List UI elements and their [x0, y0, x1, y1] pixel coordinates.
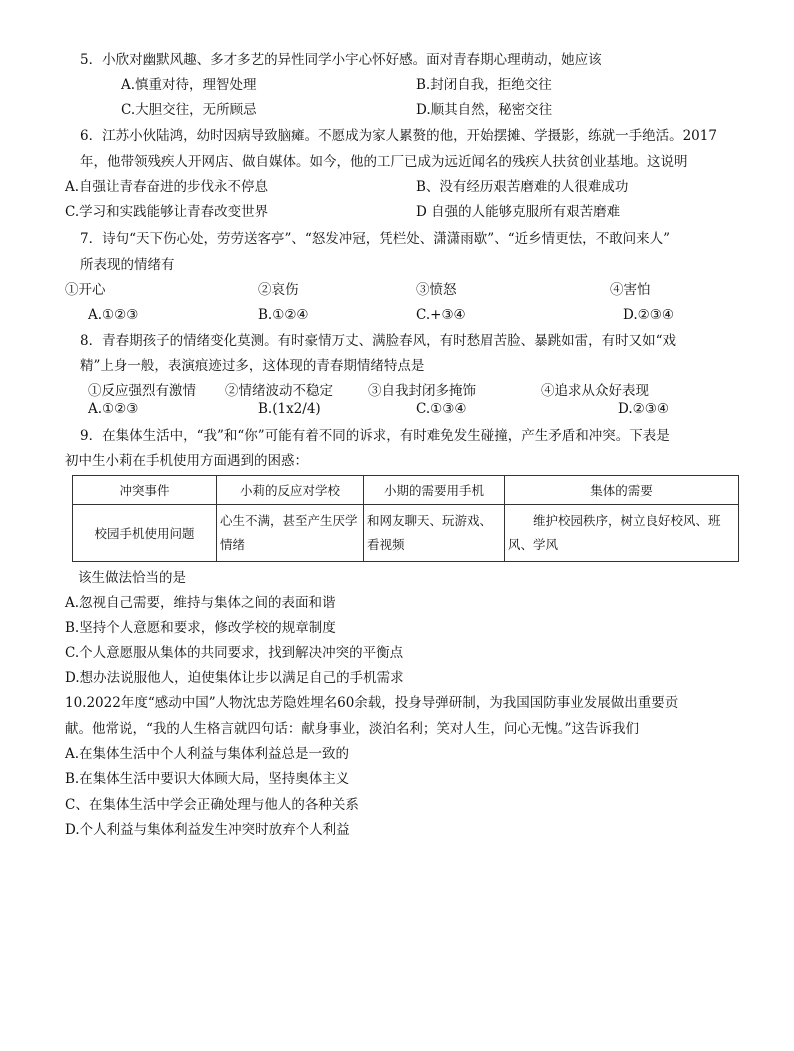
q9-stem-line2: 初中生小莉在手机使用方面遇到的困惑：: [65, 453, 308, 469]
q9-question: 该生做法恰当的是: [78, 570, 186, 586]
q9-option-a: A.忽视自己需要，维持与集体之间的表面和谐: [65, 595, 336, 611]
q8-item-4: ④追求从众好表现: [541, 383, 649, 399]
q5-option-b: B.封闭自我，拒绝交往: [416, 77, 552, 93]
q7-item-1: ①开心: [65, 282, 106, 298]
table-header-cell: 小期的需要用手机: [364, 476, 505, 505]
table-cell: [217, 505, 364, 562]
q7-item-4: ④害怕: [610, 282, 651, 298]
table-header-cell: 集体的需要: [505, 476, 739, 505]
q8-option-d: D.②③④: [618, 401, 669, 417]
q5-option-c: C.大胆交往，无所顾忌: [121, 102, 257, 118]
q8-option-a: A.①②③: [88, 401, 139, 417]
table-row: [73, 505, 739, 562]
q8-item-1: ①反应强烈有激情: [88, 383, 196, 399]
q5-option-a: A.慎重对待，理智处理: [121, 77, 257, 93]
table-header-cell: 小莉的反应对学校: [217, 476, 364, 505]
table-cell-text: 维护校园秩序，树立良好校风、班风、学风: [508, 513, 721, 552]
q5-stem: 5．小欣对幽默风趣、多才多艺的异性同学小宇心怀好感。面对青春期心理萌动，她应该: [80, 52, 602, 68]
q6-option-b: B、没有经历艰苦磨难的人很难成功: [416, 179, 629, 195]
q7-option-c: C.+③④: [416, 307, 466, 323]
q8-stem-line1: 8．青春期孩子的情绪变化莫测。有时豪情万丈、满脸春风，有时愁眉苦脸、暴跳如雷，有时又如“戏: [80, 333, 676, 349]
q10-option-d: D.个人利益与集体利益发生冲突时放弃个人利益: [65, 822, 350, 838]
q8-option-c: C.①③④: [416, 401, 467, 417]
table-header-cell: 冲突事件: [73, 476, 217, 505]
q7-option-b: B.①②④: [258, 307, 309, 323]
q8-option-b: B.(1x2/4): [258, 401, 321, 417]
q9-option-d: D.想办法说服他人，迫使集体让步以满足自己的手机需求: [65, 670, 404, 686]
q6-option-d: D 自强的人能够克服所有艰苦磨难: [416, 204, 621, 220]
table-cell: 校园手机使用问题: [73, 505, 217, 562]
q10-option-b: B.在集体生活中要识大体顾大局，坚持奥体主义: [65, 771, 350, 787]
q5-option-d: D.顺其自然，秘密交往: [416, 102, 553, 118]
table-cell: [505, 505, 739, 562]
q7-stem-line2: 所表现的情绪有: [80, 257, 175, 273]
q7-item-3: ③愤怒: [416, 282, 457, 298]
table-header-row: [73, 476, 739, 505]
q9-option-c: C.个人意愿服从集体的共同要求，找到解决冲突的平衡点: [65, 645, 404, 661]
q8-item-2: ②情绪波动不稳定: [225, 383, 333, 399]
q10-stem-line1: 10.2022年度“感动中国”人物沈忠芳隐姓埋名60余载，投身导弹研制，为我国国防事业发展做出重要贡: [65, 695, 679, 711]
table-cell-text: 心生不满，甚至产生厌学情绪: [220, 513, 358, 552]
table-cell-text: 和网友聊天、玩游戏、看视频: [367, 513, 493, 552]
q7-option-d: D.②③④: [623, 307, 674, 323]
q7-option-a: A.①②③: [88, 307, 139, 323]
q7-stem-line1: 7．诗句“天下伤心处，劳劳送客亭”、“怒发冲冠，凭栏处、潇潇雨歇”、“近乡情更怯，不敢问来人”: [80, 231, 670, 247]
q10-option-c: C、在集体生活中学会正确处理与他人的各种关系: [65, 797, 359, 813]
q6-stem-line1: 6．江苏小伙陆鸿，幼时因病导致脑瘫。不愿成为家人累赘的他，开始摆摊、学摄影，练就一手绝活。2017: [80, 128, 717, 144]
q8-stem-line2: 精”上身一般，表演痕迹过多，这体现的青春期情绪特点是: [80, 358, 425, 374]
q10-stem-line2: 献。他常说，“我的人生格言就四句话：献身事业，淡泊名利；笑对人生，问心无愧。”这告诉我们: [65, 721, 640, 737]
q6-option-a: A.自强让青春奋进的步伐永不停息: [65, 179, 269, 195]
q8-item-3: ③自我封闭多掩饰: [368, 383, 476, 399]
q10-option-a: A.在集体生活中个人利益与集体利益总是一致的: [65, 746, 350, 762]
conflict-table: [72, 475, 739, 562]
q6-option-c: C.学习和实践能够让青春改变世界: [65, 204, 269, 220]
q9-stem-line1: 9．在集体生活中，“我”和“你”可能有着不同的诉求，有时难免发生碰撞，产生矛盾和冲突。下表是: [80, 428, 670, 444]
q6-stem-line2: 年，他带领残疾人开网店、做自媒体。如今，他的工厂已成为远近闻名的残疾人扶贫创业基地。这说明: [80, 154, 688, 170]
q9-option-b: B.坚持个人意愿和要求，修改学校的规章制度: [65, 620, 336, 636]
q7-item-2: ②哀伤: [258, 282, 299, 298]
table-cell: [364, 505, 505, 562]
